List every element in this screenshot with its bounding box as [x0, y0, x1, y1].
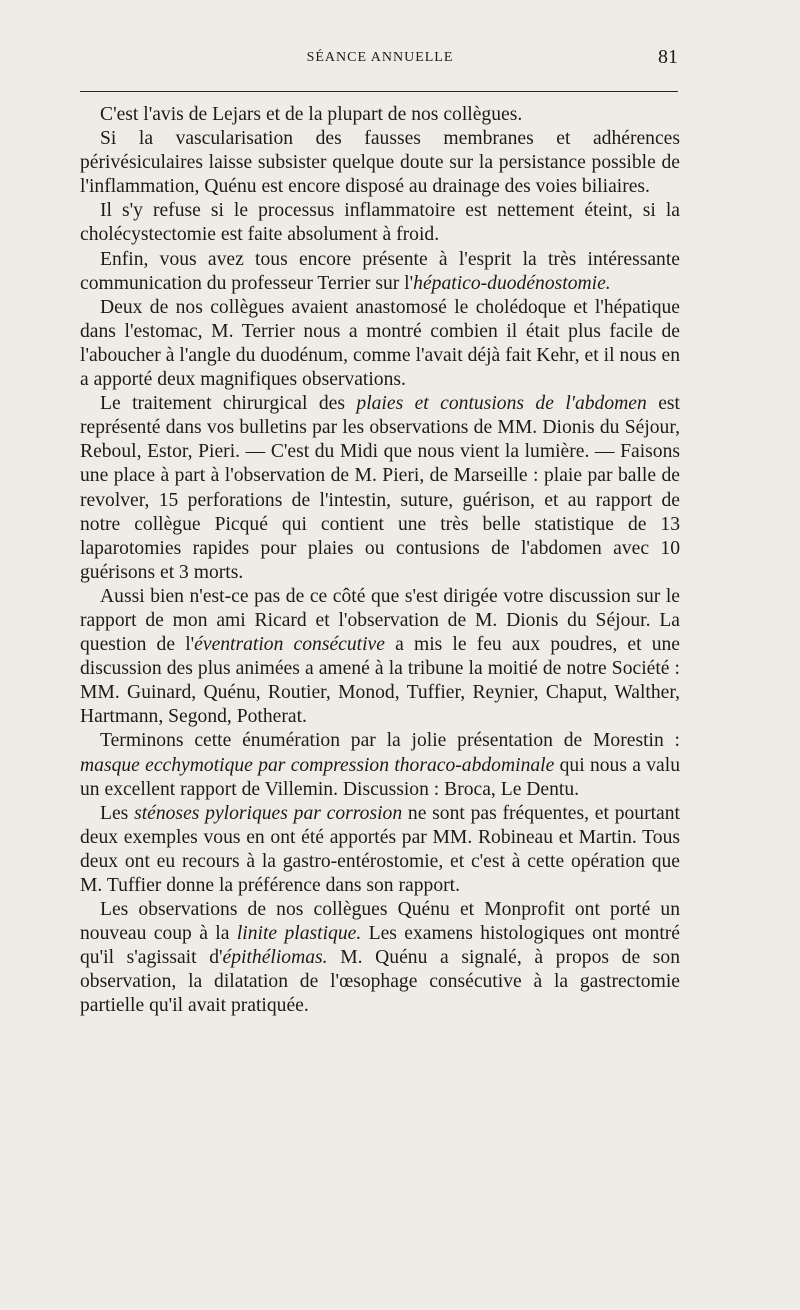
italic-phrase: masque ecchymotique par compression thoraco-abdominale — [80, 754, 555, 776]
text-run: Enfin, vous avez tous encore présente à l'esprit la très intéressante communication du professeur Terrier sur l' — [80, 248, 680, 294]
text-run: Aussi bien n'est-ce pas de ce côté que s'est dirigée votre discussion sur le rapport de mon ami Ricard et l'observation de M. Dionis du Séjour. La question de l' — [80, 585, 680, 656]
italic-phrase: sténoses pyloriques par corrosion — [134, 802, 403, 824]
text-run: Si la vascularisation des fausses membranes et adhérences périvésiculaires laisse subsister quelque doute sur la persistance possible de l'inflammation, Quénu est encore disposé au drainage des voies biliaires. — [80, 128, 680, 198]
paragraph — [80, 802, 680, 898]
paragraph — [80, 296, 680, 392]
paragraph — [80, 103, 680, 127]
paragraph — [80, 898, 680, 1018]
italic-phrase: éventration consécutive — [194, 634, 385, 656]
paragraph — [80, 392, 680, 585]
italic-phrase: épithéliomas. — [222, 947, 328, 969]
text-run: Terminons cette énumération par la jolie présentation de Morestin : — [100, 730, 680, 752]
text-run: qui nous a valu un excellent rapport de Villemin. Discussion : Broca, Le Dentu. — [80, 754, 680, 800]
running-head: SÉANCE ANNUELLE — [306, 50, 454, 65]
text-run: Les examens histologiques ont montré qu'il s'agissait d' — [80, 923, 680, 969]
text-run: est représenté dans vos bulletins par les observations de MM. Dionis du Séjour, Reboul, Estor, Pieri. — C'est du Midi que nous vient la lumière. — Faisons une place à part à l'observation de M. Pieri, de Marseille : plaie par balle de revolver, 15 perforations de l'intestin, suture, guérison, et au rapport de notre collègue Picqué qui contient une très belle statistique de 13 laparotomies rapides pour plaies ou contusions de l'abdomen avec 10 guérisons et 3 morts. — [80, 393, 680, 583]
italic-phrase: hépatico-duodénostomie. — [413, 272, 611, 294]
paragraph — [80, 248, 680, 296]
text-run: Les observations de nos collègues Quénu et Monprofit ont porté un nouveau coup à la — [80, 899, 680, 945]
paragraph — [80, 199, 680, 247]
text-run: a mis le feu aux poudres, et une discussion des plus animées a amené à la tribune la moitié de notre Société : MM. Guinard, Quénu, Routier, Monod, Tuffier, Reynier, Chaput, Walther, Hartmann, Segond, Potherat. — [80, 634, 680, 728]
text-run: Le traitement chirurgical des — [100, 393, 357, 415]
header-rule — [80, 91, 678, 92]
italic-phrase: plaies et contusions de l'abdomen — [356, 393, 647, 415]
paragraph — [80, 729, 680, 801]
text-run: M. Quénu a signalé, à propos de son observation, la dilatation de l'œsophage consécutive à la gastrectomie partielle qu'il avait pratiquée. — [80, 947, 680, 1017]
text-run: Deux de nos collègues avaient anastomosé le cholédoque et l'hépatique dans l'estomac, M. Terrier nous a montré combien il était plus facile de l'aboucher à l'angle du duodénum, comme l'avait déjà fait Kehr, et il nous en a apporté deux magnifiques observations. — [80, 296, 680, 391]
paragraph — [80, 127, 680, 199]
body-text — [80, 103, 680, 1019]
text-run: Il s'y refuse si le processus inflammatoire est nettement éteint, si la cholécystectomie est faite absolument à froid. — [80, 200, 680, 246]
page-header — [80, 46, 680, 74]
text-run: ne sont pas fréquentes, et pourtant deux exemples vous en ont été apportés par MM. Robineau et Martin. Tous deux ont eu recours à la gastro-entérostomie, et c'est à cette opération que M. Tuffier donne la préférence dans son rapport. — [80, 802, 680, 896]
page-number: 81 — [658, 46, 678, 68]
paragraph — [80, 585, 680, 730]
text-run: Les — [100, 802, 135, 824]
italic-phrase: linite plastique. — [236, 923, 362, 945]
text-run: C'est l'avis de Lejars et de la plupart de nos collègues. — [100, 104, 523, 125]
